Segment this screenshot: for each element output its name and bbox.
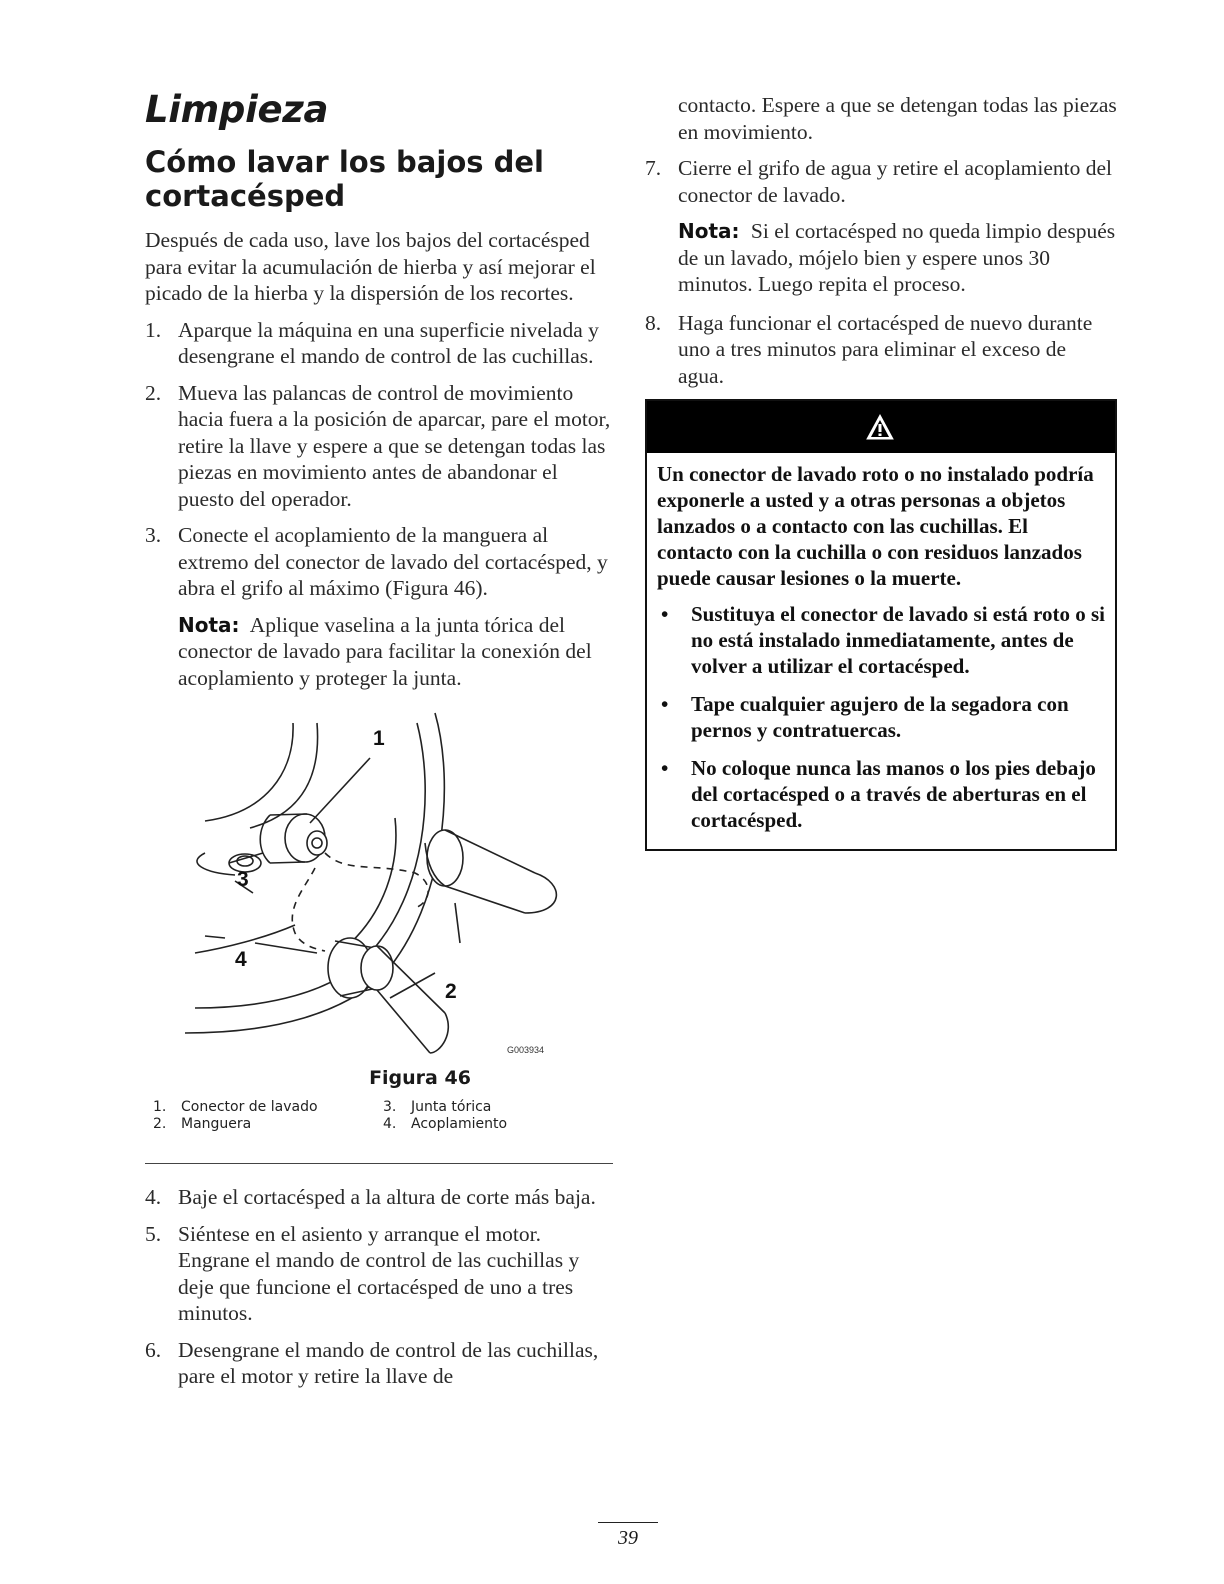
step-text: Desengrane el mando de control de las cuchillas, pare el motor y retire la llave de (178, 1337, 599, 1388)
step-text: Haga funcionar el cortacésped de nuevo durante uno a tres minutos para eliminar el exceso de agua. (678, 310, 1093, 388)
warning-body (647, 453, 1115, 849)
right-column (645, 92, 1117, 851)
left-column (145, 88, 615, 1400)
page-number: 39 (598, 1522, 658, 1550)
intro-paragraph: Después de cada uso, lave los bajos del cortacésped para evitar la acumulación de hierba y así mejorar el picado de la hierba y la dispersión de los recortes. (145, 228, 596, 305)
callout-2: 2 (445, 980, 457, 1003)
legend-item: 1. Conector de lavado (153, 1099, 318, 1115)
step-text: Aparque la máquina en una superficie nivelada y desengrane el mando de control de las cuchillas. (178, 317, 599, 368)
note-block (645, 218, 1117, 298)
figure-caption: Figura 46 (369, 1067, 471, 1089)
warning-text: Un conector de lavado roto o no instalado podría exponerle a usted y a otras personas a objetos lanzados o a contacto con las cuchillas. El contacto con la cuchilla o con residuos lanzados puede causar lesiones o la muerte. (657, 462, 1094, 590)
warning-bullet: • Tape cualquier agujero de la segadora con pernos y contratuercas. (661, 692, 1069, 742)
page-title: Limpieza (145, 88, 329, 131)
warning-bullet: • Sustituya el conector de lavado si está roto o si no está instalado inmediatamente, antes de volver a utilizar el cortacésped. (661, 602, 1105, 678)
note-text: Aplique vaselina a la junta tórica del conector de lavado para facilitar la conexión del acoplamiento y proteger la junta. (178, 612, 592, 690)
step-number: 3. (145, 523, 162, 547)
bullet-dot: • (661, 692, 669, 716)
callout-4: 4 (235, 948, 247, 971)
step-item (145, 1184, 615, 1211)
section-title: Cómo lavar los bajos del cortacésped (145, 145, 544, 213)
step-text: Conecte el acoplamiento de la manguera al extremo del conector de lavado del cortacésped, y abra el grifo al máximo (Figura 46). (178, 523, 608, 600)
note-block (145, 612, 615, 692)
step-number: 5. (145, 1221, 162, 1246)
step-item (645, 310, 1117, 390)
legend-item: 4. Acoplamiento (383, 1116, 508, 1132)
figure-legend (153, 1099, 615, 1133)
step-number: 6. (145, 1337, 162, 1362)
note-text: Si el cortacésped no queda limpio después de un lavado, mójelo bien y espere unos 30 minutos. Luego repita el proceso. (678, 219, 1116, 296)
figure-46-illustration (145, 703, 615, 1063)
callout-1: 1 (373, 727, 385, 750)
figure-code: G003934 (507, 1045, 545, 1055)
warning-header (647, 401, 1115, 453)
step-number: 1. (145, 317, 162, 342)
step-text: Mueva las palancas de control de movimiento hacia fuera a la posición de aparcar, pare el motor, retire la llave y espere a que se detengan todas las piezas en movimiento antes de abandonar el puesto del operador. (178, 380, 611, 511)
step-text: Cierre el grifo de agua y retire el acoplamiento del conector de lavado. (678, 156, 1112, 207)
legend-item: 2. Manguera (153, 1116, 252, 1132)
warning-bullet: • No coloque nunca las manos o los pies debajo del cortacésped o a través de aberturas en el cortacésped. (661, 756, 1096, 832)
step-text: contacto. Espere a que se detengan todas las piezas en movimiento. (678, 93, 1117, 144)
hose-connector-drawing (145, 703, 615, 1063)
step-number: 7. (645, 156, 662, 180)
callout-3: 3 (237, 868, 249, 891)
step-item (145, 522, 615, 602)
legend-item: 3. Junta tórica (383, 1099, 492, 1115)
step-number: 2. (145, 380, 162, 405)
note-label: Nota: (678, 219, 740, 243)
bullet-dot: • (661, 602, 669, 626)
step-item (145, 1221, 615, 1327)
step-text: Siéntese en el asiento y arranque el motor. Engrane el mando de control de las cuchillas y deje que funcione el cortacésped de uno a tres minutos. (178, 1221, 580, 1325)
bullet-dot: • (661, 756, 669, 780)
warning-box (645, 399, 1117, 851)
step-item (145, 380, 615, 513)
step-number: 4. (145, 1185, 162, 1209)
step-text: Baje el cortacésped a la altura de corte más baja. (178, 1185, 596, 1209)
step-continuation (645, 92, 1117, 145)
warning-triangle-icon (865, 413, 895, 441)
figure-divider (145, 1163, 613, 1164)
step-number: 8. (645, 310, 662, 335)
step-item (145, 317, 615, 370)
step-item (145, 1337, 615, 1390)
step-item (645, 155, 1117, 208)
note-label: Nota: (178, 612, 240, 637)
